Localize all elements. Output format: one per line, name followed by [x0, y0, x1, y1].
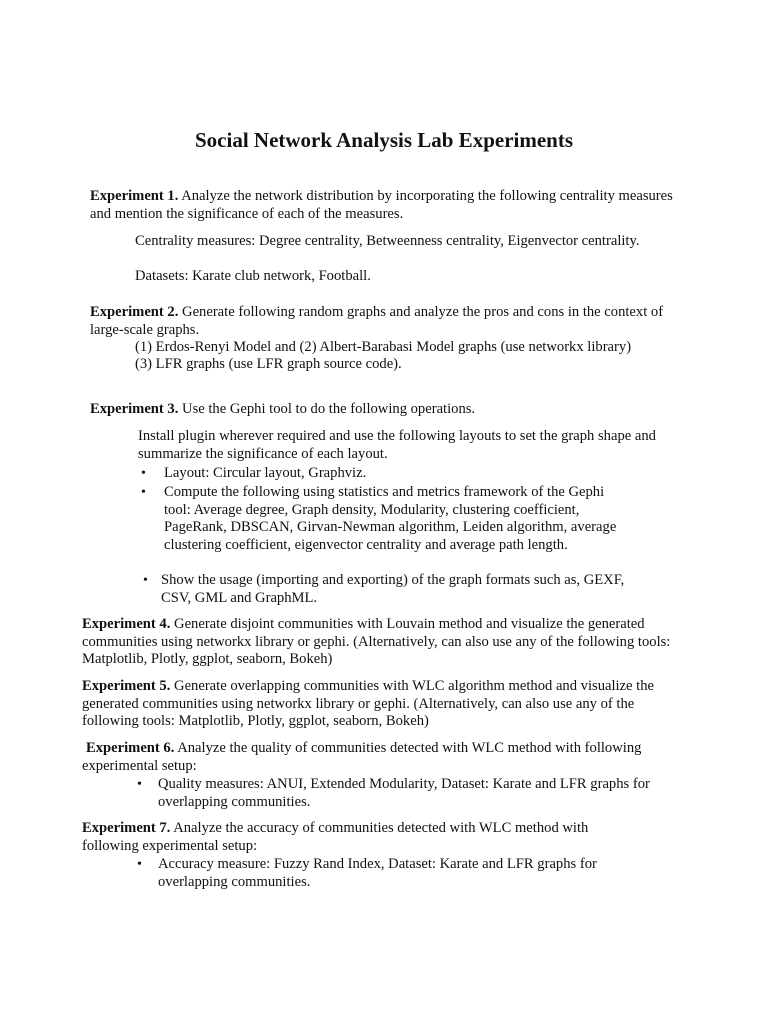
experiment-1	[90, 188, 690, 223]
experiment-5-heading: Experiment 5.	[82, 678, 171, 694]
experiment-1-datasets: Datasets: Karate club network, Football.	[135, 268, 371, 284]
experiment-7-heading: Experiment 7.	[82, 820, 171, 836]
experiment-2-item-1: (1) Erdos-Renyi Model and (2) Albert-Barabasi Model graphs (use networkx library)	[135, 339, 632, 355]
bullet-icon: •	[143, 573, 148, 588]
experiment-7	[82, 820, 627, 855]
experiment-2-heading: Experiment 2.	[90, 304, 179, 320]
experiment-4	[82, 616, 687, 669]
experiment-6-heading: Experiment 6.	[86, 740, 175, 756]
experiment-2-text: Generate following random graphs and analyze the pros and cons in the context of large-scale graphs.	[90, 304, 664, 338]
experiment-5-text: Generate overlapping communities with WLC algorithm method and visualize the generated communities using networkx library or gephi. (Alternatively, can also use any of the following tools: Matplotlib, Plotly, ggplot, seaborn, Bokeh)	[82, 678, 655, 729]
experiment-2-item-2: (3) LFR graphs (use LFR graph source code).	[135, 356, 402, 372]
experiment-3-heading: Experiment 3.	[90, 401, 179, 417]
page-title: Social Network Analysis Lab Experiments	[194, 128, 574, 152]
bullet-icon: •	[137, 777, 142, 792]
experiment-1-heading: Experiment 1.	[90, 188, 179, 204]
experiment-3-bullet-2: Compute the following using statistics and metrics framework of the Gephi tool: Average degree, Graph density, Modularity, clustering coefficient, PageRank, DBSCAN, Girvan-Newman algorithm, Leiden algorithm, average clustering coefficient, eigenvector centrality and average path length.	[164, 484, 617, 553]
experiment-6	[82, 740, 687, 775]
experiment-2	[90, 304, 695, 339]
experiment-6-text: Analyze the quality of communities detected with WLC method with following experimental setup:	[82, 740, 642, 774]
experiment-4-heading: Experiment 4.	[82, 616, 171, 632]
experiment-1-text: Analyze the network distribution by incorporating the following centrality measures and mention the significance of each of the measures.	[90, 188, 673, 222]
bullet-icon: •	[137, 857, 142, 872]
experiment-3-text: Use the Gephi tool to do the following operations.	[182, 401, 476, 417]
experiment-1-centrality-measures: Centrality measures: Degree centrality, Betweenness centrality, Eigenvector centrality.	[135, 233, 640, 249]
experiment-6-bullet-1: Quality measures: ANUI, Extended Modularity, Dataset: Karate and LFR graphs for overlapping communities.	[158, 776, 650, 810]
experiment-7-text: Analyze the accuracy of communities detected with WLC method with following experimental setup:	[82, 820, 589, 854]
experiment-5	[82, 678, 672, 731]
experiment-7-bullet-1: Accuracy measure: Fuzzy Rand Index, Dataset: Karate and LFR graphs for overlapping communities.	[158, 856, 597, 890]
bullet-icon: •	[141, 466, 146, 481]
experiment-3-intro: Install plugin wherever required and use the following layouts to set the graph shape and summarize the significance of each layout.	[138, 428, 656, 462]
experiment-3-bullet-3: Show the usage (importing and exporting) of the graph formats such as, GEXF, CSV, GML and GraphML.	[161, 572, 625, 606]
experiment-4-text: Generate disjoint communities with Louvain method and visualize the generated communities using networkx library or gephi. (Alternatively, can also use any of the following tools: Matplotlib, Plotly, ggplot, seaborn, Bokeh)	[82, 616, 671, 667]
experiment-3	[90, 401, 690, 419]
bullet-icon: •	[141, 485, 146, 500]
experiment-3-bullet-1: Layout: Circular layout, Graphviz.	[164, 465, 367, 481]
